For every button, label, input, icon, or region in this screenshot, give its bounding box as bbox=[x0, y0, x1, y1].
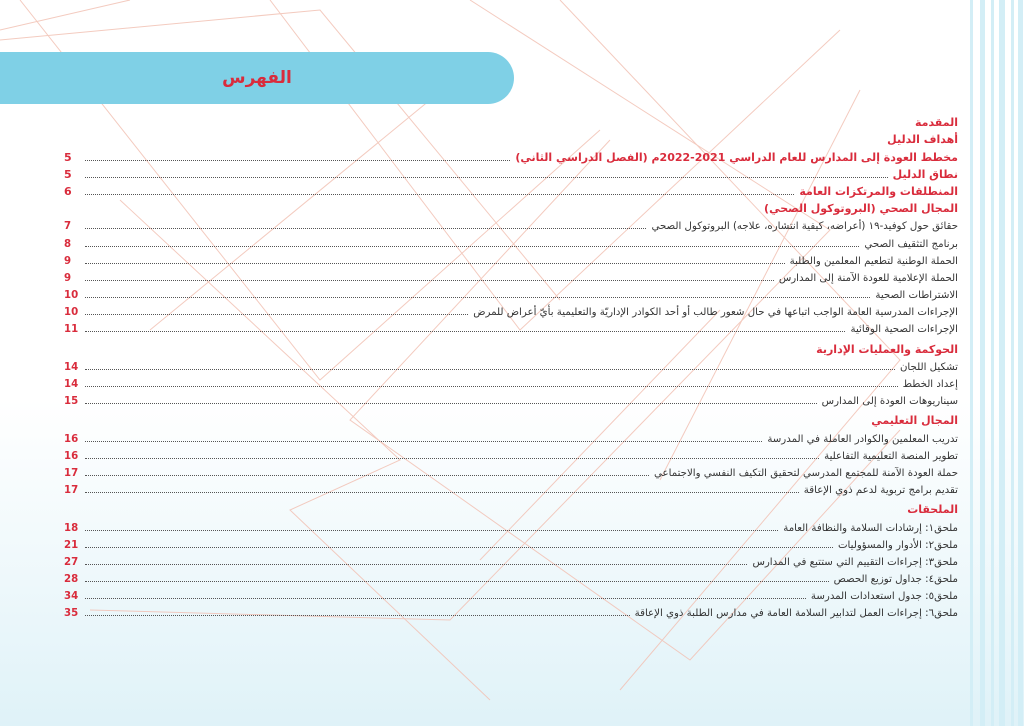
toc-entry-title: سيناريوهات العودة إلى المدارس bbox=[821, 396, 958, 408]
dot-leader bbox=[85, 331, 845, 332]
toc-page-number: 9 bbox=[64, 255, 72, 267]
title-banner bbox=[0, 52, 514, 104]
toc-entry-health-edu[interactable] bbox=[64, 232, 958, 249]
toc-entry-platform[interactable] bbox=[64, 445, 958, 462]
toc-entry-title: مخطط العودة إلى المدارس للعام الدراسي 2021-2022م (الفصل الدراسي الثاني) bbox=[515, 150, 958, 164]
toc-entry-special-needs[interactable] bbox=[64, 479, 958, 496]
dot-leader bbox=[85, 297, 870, 298]
toc-page-number: 7 bbox=[64, 221, 72, 233]
toc-entry-title: حقائق حول كوفيد-١٩ (أعراضه، كيفية انتشاره، علاجه) البروتوكول الصحي bbox=[651, 221, 958, 233]
toc-entry-title: تدريب المعلمين والكوادر العاملة في المدرسة bbox=[767, 433, 958, 445]
toc-entry-preventive[interactable] bbox=[64, 318, 958, 335]
dot-leader bbox=[85, 458, 819, 459]
dot-leader bbox=[85, 403, 817, 404]
dot-leader bbox=[85, 194, 794, 195]
toc-entry-annex6[interactable] bbox=[64, 602, 958, 619]
toc-page-number: 35 bbox=[64, 608, 79, 620]
toc-page-number: 27 bbox=[64, 556, 79, 568]
toc-entry-training[interactable] bbox=[64, 427, 958, 444]
dot-leader bbox=[85, 475, 649, 476]
dot-leader bbox=[85, 246, 859, 247]
dot-leader bbox=[85, 547, 833, 548]
toc-entry-title: أهداف الدليل bbox=[887, 133, 958, 147]
toc-entry-scenarios[interactable] bbox=[64, 390, 958, 407]
toc-entry-education[interactable] bbox=[64, 410, 958, 427]
toc-page-number: 5 bbox=[64, 167, 72, 181]
dot-leader bbox=[85, 263, 785, 264]
dot-leader bbox=[85, 177, 888, 178]
dot-leader bbox=[85, 160, 510, 161]
toc-entry-community[interactable] bbox=[64, 462, 958, 479]
toc-entry-plans[interactable] bbox=[64, 373, 958, 390]
toc-entry-annex4[interactable] bbox=[64, 568, 958, 585]
toc-entry-title: المقدمة bbox=[914, 116, 958, 130]
toc-entry-media[interactable] bbox=[64, 267, 958, 284]
dot-leader bbox=[85, 228, 646, 229]
dot-leader bbox=[85, 492, 799, 493]
toc-page-number: 16 bbox=[64, 450, 79, 462]
toc-entry-title: المنطلقات والمرتكزات العامة bbox=[799, 184, 958, 198]
dot-leader bbox=[85, 386, 898, 387]
toc-page-number: 34 bbox=[64, 591, 79, 603]
toc-page-number: 14 bbox=[64, 361, 79, 373]
toc-entry-title: تطوير المنصة التعليمية التفاعلية bbox=[824, 450, 958, 462]
table-of-contents bbox=[64, 112, 958, 619]
toc-page-number: 6 bbox=[64, 184, 72, 198]
toc-entry-intro[interactable] bbox=[64, 112, 958, 129]
toc-entry-title: تشكيل اللجان bbox=[899, 361, 958, 373]
toc-entry-title: المجال الصحي (البروتوكول الصحي) bbox=[764, 202, 958, 216]
dot-leader bbox=[85, 530, 778, 531]
toc-entry-committees[interactable] bbox=[64, 356, 958, 373]
dot-leader bbox=[85, 564, 747, 565]
toc-entry-title: ملحق١: إرشادات السلامة والنظافة العامة bbox=[783, 522, 958, 534]
toc-entry-title: ملحق٣: إجراءات التقييم التي ستتبع في المدارس bbox=[752, 556, 958, 568]
toc-entry-title: إعداد الخطط bbox=[902, 379, 958, 390]
toc-page-number: 16 bbox=[64, 433, 79, 445]
toc-entry-title: الإجراءات المدرسية العامة الواجب اتباعها في حال شعور طالب أو أحد الكوادر الإداريّة والتعليمية بأيّ أعراض للمرض bbox=[473, 307, 958, 319]
dot-leader bbox=[85, 314, 468, 315]
page-title: الفهرس bbox=[222, 68, 292, 88]
toc-entry-plan[interactable] bbox=[64, 146, 958, 163]
toc-page-number: 8 bbox=[64, 238, 72, 250]
toc-entry-title: الاشتراطات الصحية bbox=[875, 290, 958, 302]
toc-page-number: 28 bbox=[64, 574, 79, 586]
toc-entry-annex5[interactable] bbox=[64, 585, 958, 602]
toc-entry-scope[interactable] bbox=[64, 164, 958, 181]
toc-entry-annexes[interactable] bbox=[64, 499, 958, 516]
toc-entry-title: ملحق٤: جداول توزيع الحصص bbox=[833, 574, 958, 586]
toc-page-number: 11 bbox=[64, 324, 79, 336]
toc-entry-annex2[interactable] bbox=[64, 534, 958, 551]
toc-page-number: 18 bbox=[64, 522, 79, 534]
toc-entry-title: الحملة الوطنية لتطعيم المعلمين والطلبة bbox=[789, 255, 958, 267]
toc-entry-title: ملحق٢: الأدوار والمسؤوليات bbox=[837, 539, 958, 551]
toc-entry-health[interactable] bbox=[64, 198, 958, 215]
toc-entry-requirements[interactable] bbox=[64, 284, 958, 301]
toc-page-number: 17 bbox=[64, 467, 79, 479]
toc-page-number: 5 bbox=[64, 150, 72, 164]
toc-entry-title: برنامج التثقيف الصحي bbox=[864, 238, 958, 250]
toc-entry-vaccination[interactable] bbox=[64, 250, 958, 267]
dot-leader bbox=[85, 280, 774, 281]
toc-entry-procedures[interactable] bbox=[64, 301, 958, 318]
toc-entry-goals[interactable] bbox=[64, 129, 958, 146]
toc-entry-title: تقديم برامج تربوية لدعم ذوي الإعاقة bbox=[803, 485, 958, 497]
toc-page-number: 10 bbox=[64, 307, 79, 319]
dot-leader bbox=[85, 369, 895, 370]
toc-entry-title: الحوكمة والعمليات الإدارية bbox=[816, 342, 958, 356]
toc-entry-title: المجال التعليمي bbox=[871, 414, 958, 428]
toc-entry-covid-facts[interactable] bbox=[64, 215, 958, 232]
toc-page-number: 15 bbox=[64, 396, 79, 408]
dot-leader bbox=[85, 598, 806, 599]
dot-leader bbox=[85, 615, 630, 616]
toc-entry-annex3[interactable] bbox=[64, 551, 958, 568]
toc-entry-annex1[interactable] bbox=[64, 516, 958, 533]
toc-entry-title: حملة العودة الآمنة للمجتمع المدرسي لتحقيق التكيف النفسي والاجتماعي bbox=[654, 467, 958, 479]
toc-page-number: 14 bbox=[64, 379, 79, 390]
toc-page-number: 21 bbox=[64, 539, 79, 551]
toc-entry-title: نطاق الدليل bbox=[892, 167, 958, 181]
dot-leader bbox=[85, 441, 762, 442]
dot-leader bbox=[85, 581, 829, 582]
toc-page-number: 17 bbox=[64, 485, 79, 497]
toc-entry-title: الإجراءات الصحية الوقائية bbox=[850, 324, 958, 336]
toc-entry-title: ملحق٦: إجراءات العمل لتدابير السلامة العامة في مدارس الطلبة ذوي الإعاقة bbox=[634, 608, 958, 620]
toc-entry-governance[interactable] bbox=[64, 338, 958, 355]
toc-page-number: 10 bbox=[64, 290, 79, 302]
toc-entry-title: ملحق٥: جدول استعدادات المدرسة bbox=[810, 591, 958, 603]
toc-entry-principles[interactable] bbox=[64, 181, 958, 198]
toc-entry-title: الملحقات bbox=[907, 503, 958, 517]
toc-page-number: 9 bbox=[64, 272, 72, 284]
toc-entry-title: الحملة الإعلامية للعودة الآمنة إلى المدارس bbox=[778, 272, 958, 284]
